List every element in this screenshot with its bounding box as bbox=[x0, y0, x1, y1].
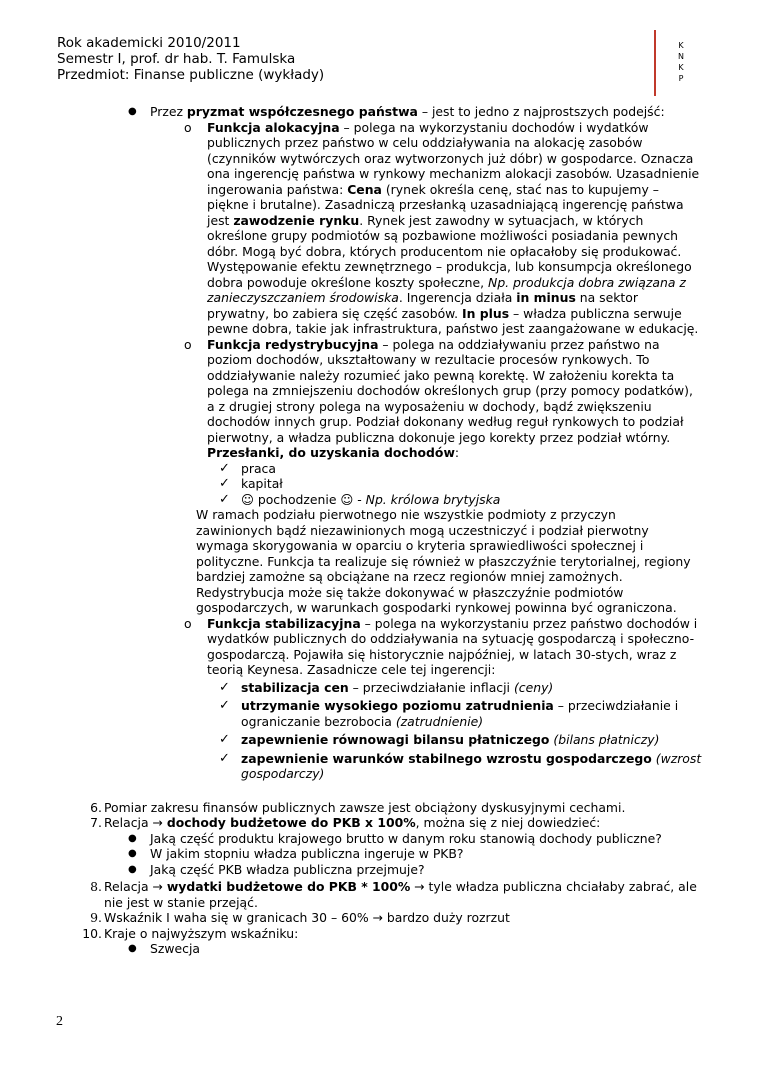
check-icon: ✓ bbox=[219, 491, 230, 507]
bullet-icon: ● bbox=[128, 863, 137, 875]
bullet-icon: ● bbox=[128, 943, 137, 954]
header-semester: Semestr I, prof. dr hab. T. Famulska bbox=[57, 51, 296, 67]
numbered-item-9: 9. Wskaźnik I waha się w granicach 30 – 60% → bardzo duży rozrzut bbox=[90, 910, 510, 925]
check-icon: ✓ bbox=[219, 476, 230, 491]
sub-bullet-icon: o bbox=[184, 615, 192, 631]
logo-letters: K N K P bbox=[678, 41, 684, 83]
check-icon: ✓ bbox=[219, 750, 230, 766]
bullet-intro: ● Przez pryzmat współczesnego państwa – jest to jedno z najprostszych podejść: bbox=[128, 104, 665, 119]
logo-red-bar bbox=[654, 30, 656, 96]
numbered-item-7: 7. Relacja → dochody budżetowe do PKB x 100%, można się z niej dowiedzieć: bbox=[90, 815, 601, 830]
bullet-icon: ● bbox=[128, 832, 137, 844]
numbered-item-10: 10. Kraje o najwyższym wskaźniku: bbox=[82, 925, 299, 941]
numbered-item-8: 8. Relacja → wydatki budżetowe do PKB * 100% → tyle władza publiczna chciałaby zabrać, ale nie jest w stanie przejąć. bbox=[90, 879, 697, 910]
bullet-icon: ● bbox=[128, 848, 137, 859]
list-item: ● Jaką część PKB władza publiczna przejmuje? bbox=[128, 861, 425, 877]
check-item: ✓ kapitał bbox=[219, 476, 283, 491]
func-redistribution: o Funkcja redystrybucyjna – polega na oddziaływaniu przez państwo na poziom dochodów, ukształtowany w rezultacie procesów rynkowych. To oddziaływanie należy rozumieć jako pewną korektę. W założeniu korekta ta polega na zmniejszeniu dochodów określonych grup (przy pomocy podatków), a z drugiej strony polega na wyposażeniu w dochody, bądź zwiększeniu dochodów innych grup. Podział dokonany według reguł rynkowych to podział pierwotny, a władza publiczna dokonuje jego korekty przez podział wtórny. Przesłanki, do uzyskania dochodów: bbox=[184, 336, 693, 460]
goal-item: ✓ zapewnienie warunków stabilnego wzrostu gospodarczego (wzrost gospodarczy) bbox=[219, 750, 702, 781]
bullet-icon: ● bbox=[128, 106, 137, 117]
check-item: ✓ ☺ pochodzenie ☺ - Np. królowa brytyjska bbox=[219, 491, 501, 507]
check-item: ✓ praca bbox=[219, 460, 276, 476]
goal-item: ✓ stabilizacja cen – przeciwdziałanie inflacji (ceny) bbox=[219, 679, 554, 695]
check-icon: ✓ bbox=[219, 460, 230, 476]
check-icon: ✓ bbox=[219, 679, 230, 695]
numbered-item-6: 6. Pomiar zakresu finansów publicznych zawsze jest obciążony dyskusyjnymi cechami. bbox=[90, 799, 626, 815]
redistribution-continuation: W ramach podziału pierwotnego nie wszystkie podmioty z przyczyn zawinionych bądź niezawinionych mogą uczestniczyć i podział pierwotny wymaga skorygowania w oparciu o kryteria sprawiedliwości społecznej i polityczne. Funkcja ta realizuje się również w płaszczyźnie terytorialnej, regiony bardziej zamożne są obciążane na rzecz regionów mniej zamożnych. Redystrybucja może się także dokonywać w płaszczyźnie podmiotów gospodarczych, w warunkach gospodarki rynkowej powinna być ograniczona. bbox=[196, 507, 691, 615]
check-icon: ✓ bbox=[219, 732, 230, 747]
header-subject: Przedmiot: Finanse publiczne (wykłady) bbox=[57, 67, 325, 83]
knkp-logo bbox=[654, 30, 702, 96]
check-icon: ✓ bbox=[219, 698, 230, 713]
list-item: ● Szwecja bbox=[128, 941, 200, 956]
goal-item: ✓ utrzymanie wysokiego poziomu zatrudnienia – przeciwdziałanie i ograniczanie bezrobocia (zatrudnienie) bbox=[219, 698, 679, 729]
document-header bbox=[57, 35, 324, 83]
sub-bullet-icon: o bbox=[184, 119, 192, 135]
sub-bullet-icon: o bbox=[184, 336, 192, 352]
func-stabilization: o Funkcja stabilizacyjna – polega na wykorzystaniu przez państwo dochodów i wydatków publicznych do oddziaływania na sytuację gospodarczą i społeczno-gospodarczą. Pojawiła się historycznie najpóźniej, w latach 30-stych, wraz z teorią Keynesa. Zasadnicze cele tej ingerencji: bbox=[184, 615, 698, 677]
header-academic-year: Rok akademicki 2010/2011 bbox=[57, 35, 241, 51]
goal-item: ✓ zapewnienie równowagi bilansu płatniczego (bilans płatniczy) bbox=[219, 732, 660, 747]
document-body bbox=[0, 104, 760, 957]
list-item: ● Jaką część produktu krajowego brutto w danym roku stanowią dochody publiczne? bbox=[128, 830, 662, 846]
list-item: ● W jakim stopniu władza publiczna ingeruje w PKB? bbox=[128, 846, 464, 861]
page-number: 2 bbox=[56, 1014, 63, 1029]
func-allocation: o Funkcja alokacyjna – polega na wykorzystaniu dochodów i wydatków publicznych przez państwo w celu oddziaływania na alokację zasobów (czynników wytwórczych oraz wytworzonych już dóbr) w gospodarce. Oznacza ona ingerencję państwa w rynkowy mechanizm alokacji zasobów. Uzasadnienie ingerowania państwa: Cena (rynek określa cenę, stać nas to kupujemy – piękne i brutalne). Zasadniczą przesłanką uzasadniającą ingerencję państwa jest zawodzenie rynku. Rynek jest zawodny w sytuacjach, w których określone grupy podmiotów są pozbawione możliwości posiadania pewnych dóbr. Mogą być dobra, których producentom nie opłacałoby się produkować. Występowanie efektu zewnętrznego – produkcja, lub konsumpcja określonego dobra powoduje określone koszty społeczne, Np. produkcja dobra związana z zanieczyszczaniem środowiska. Ingerencja działa in minus na sektor prywatny, bo zabiera się część zasobów. In plus – władza publiczna serwuje pewne dobra, takie jak infrastruktura, państwo jest zaangażowane w edukację. bbox=[184, 119, 700, 336]
